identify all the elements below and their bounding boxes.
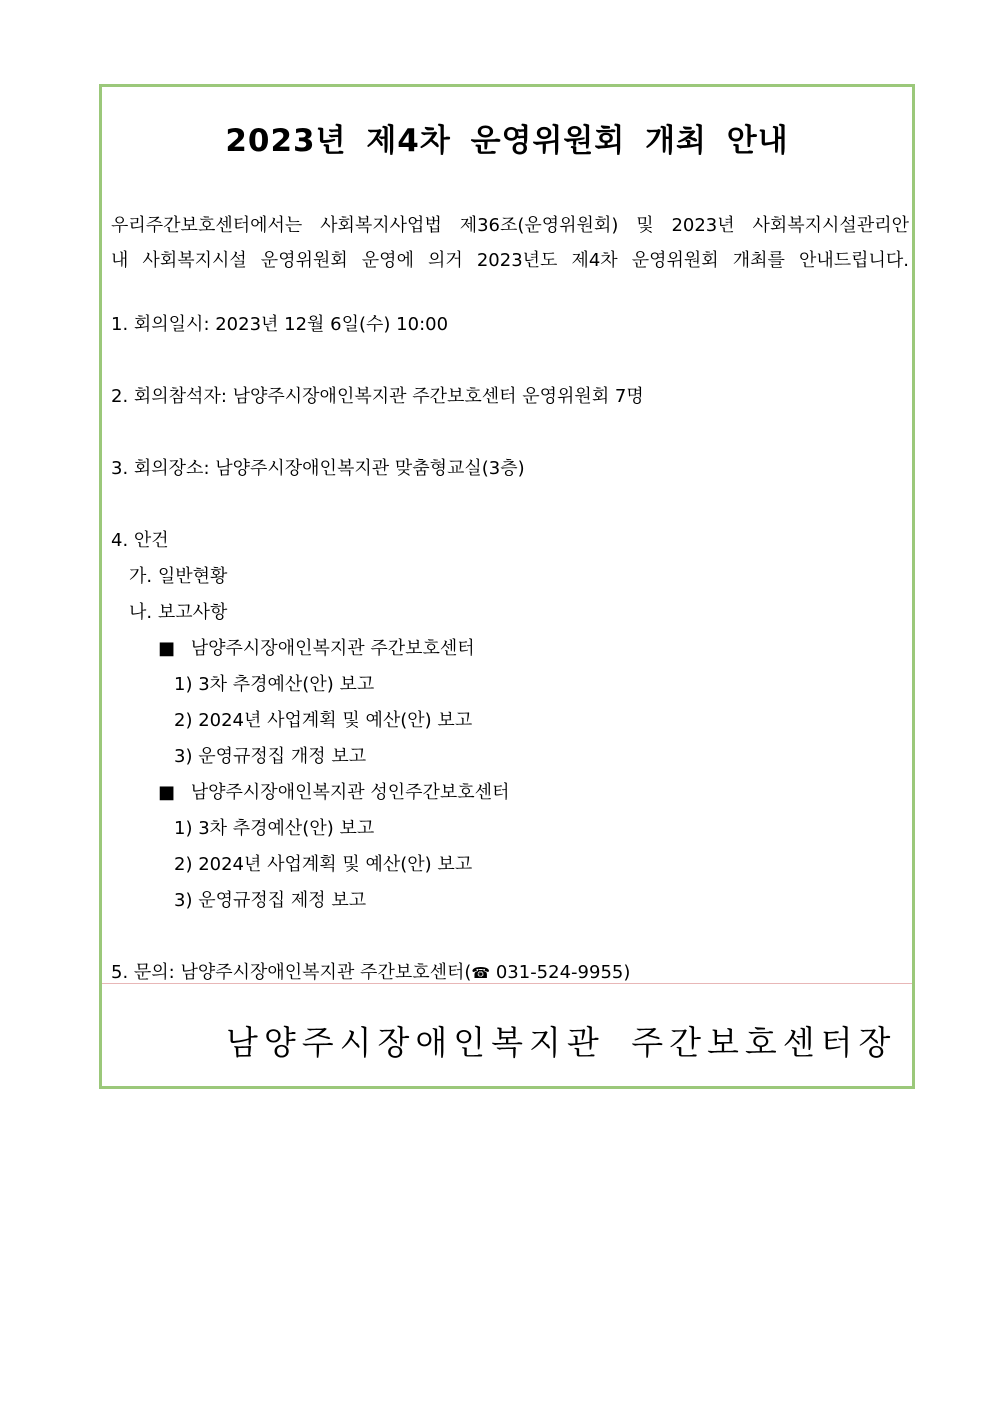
report-group-2-title: 남양주시장애인복지관 성인주간보호센터	[190, 782, 510, 803]
item-agenda-title: 4. 안건	[111, 530, 169, 551]
report-group-1-sub-2: 2) 2024년 사업계획 및 예산(안) 보고	[174, 710, 473, 731]
signature-separator	[102, 983, 912, 984]
report-group-2	[158, 780, 509, 806]
report-group-2-sub-2: 2) 2024년 사업계획 및 예산(안) 보고	[174, 854, 473, 875]
item-meeting-datetime: 1. 회의일시: 2023년 12월 6일(수) 10:00	[111, 314, 449, 335]
item-meeting-place: 3. 회의장소: 남양주시장애인복지관 맞춤형교실(3층)	[111, 458, 525, 479]
report-group-1-sub-3: 3) 운영규정집 개정 보고	[174, 746, 367, 767]
intro-line-2: 내 사회복지시설 운영위원회 운영에 의거 2023년도 제4차 운영위원회 개최를 안내드립니다.	[111, 250, 909, 271]
contact-phone: 031-524-9955)	[490, 962, 631, 983]
item-meeting-attendees: 2. 회의참석자: 남양주시장애인복지관 주간보호센터 운영위원회 7명	[111, 386, 644, 407]
report-group-1-title: 남양주시장애인복지관 주간보호센터	[190, 638, 475, 659]
square-bullet-icon: ■	[158, 638, 176, 659]
notice-frame	[99, 84, 915, 1089]
agenda-general-status: 가. 일반현황	[129, 566, 228, 587]
report-group-1-sub-1: 1) 3차 추경예산(안) 보고	[174, 674, 375, 695]
report-group-1	[158, 636, 475, 662]
page-title: 2023년 제4차 운영위원회 개최 안내	[225, 123, 789, 159]
contact-label: 5. 문의: 남양주시장애인복지관 주간보호센터(	[111, 962, 472, 983]
signature: 남양주시장애인복지관 주간보호센터장	[226, 1023, 897, 1062]
agenda-report-items: 나. 보고사항	[129, 602, 228, 623]
phone-icon: ☎	[471, 964, 491, 982]
square-bullet-icon: ■	[158, 782, 176, 803]
report-group-2-sub-3: 3) 운영규정집 제정 보고	[174, 890, 367, 911]
intro-line-1: 우리주간보호센터에서는 사회복지사업법 제36조(운영위원회) 및 2023년 사회복지시설관리안	[111, 215, 909, 236]
report-group-2-sub-1: 1) 3차 추경예산(안) 보고	[174, 818, 375, 839]
